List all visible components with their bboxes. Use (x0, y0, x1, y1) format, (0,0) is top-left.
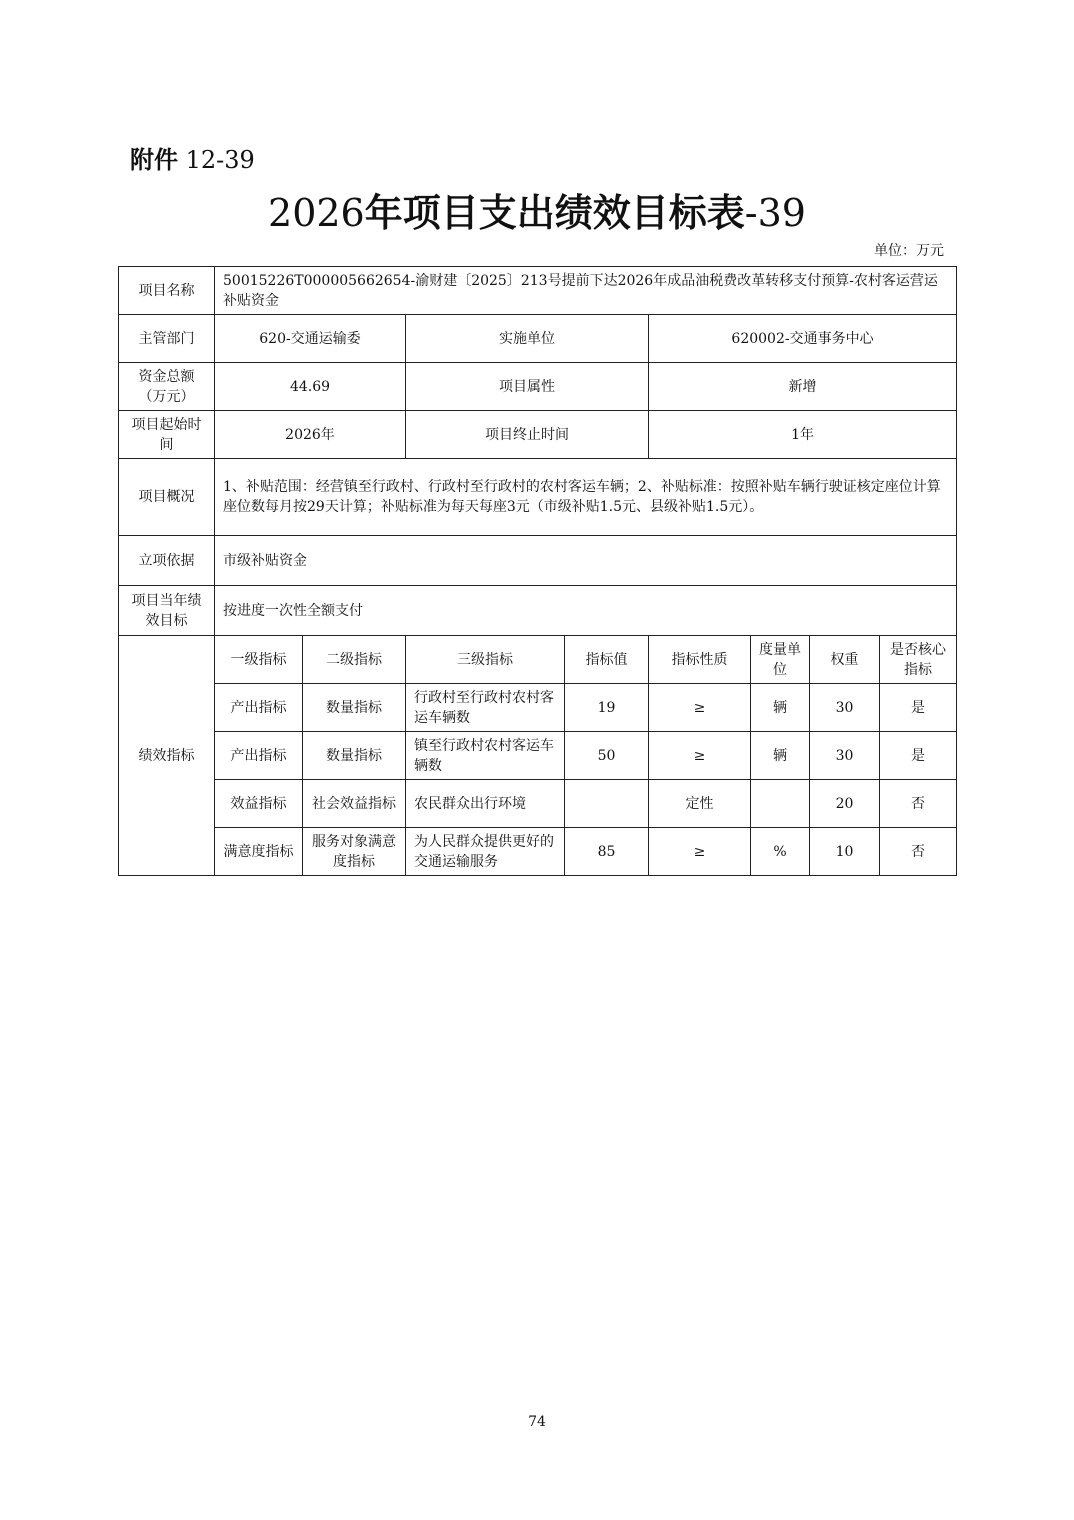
indicator-header-row (119, 636, 957, 684)
fund-label: 资金总额（万元） (119, 363, 215, 411)
fund-value: 44.69 (215, 363, 406, 411)
cell-value: 85 (565, 828, 649, 876)
row-goal (119, 586, 957, 636)
cell-nature: ≥ (649, 732, 751, 780)
header-level3: 三级指标 (406, 636, 565, 684)
header-unit: 度量单位 (751, 636, 810, 684)
header-level1: 一级指标 (215, 636, 303, 684)
attachment-label (130, 144, 255, 176)
row-period (119, 411, 957, 459)
overview-label: 项目概况 (119, 459, 215, 536)
header-core: 是否核心指标 (880, 636, 957, 684)
title-suffix: -39 (744, 191, 806, 235)
indicator-row (119, 684, 957, 732)
cell-level3: 农民群众出行环境 (406, 780, 565, 828)
attachment-keyword: 附件 (130, 146, 178, 174)
indicator-row (119, 732, 957, 780)
attr-label: 项目属性 (406, 363, 649, 411)
cell-weight: 20 (810, 780, 880, 828)
page-number: 74 (528, 1414, 546, 1430)
row-basis (119, 536, 957, 586)
cell-level3: 行政村至行政村农村客运车辆数 (406, 684, 565, 732)
end-label: 项目终止时间 (406, 411, 649, 459)
indicator-row (119, 780, 957, 828)
impl-label: 实施单位 (406, 315, 649, 363)
dept-label: 主管部门 (119, 315, 215, 363)
project-name-label: 项目名称 (119, 267, 215, 315)
cell-level1: 满意度指标 (215, 828, 303, 876)
basis-value: 市级补贴资金 (215, 536, 957, 586)
header-level2: 二级指标 (303, 636, 406, 684)
header-value: 指标值 (565, 636, 649, 684)
impl-value: 620002-交通事务中心 (649, 315, 957, 363)
cell-core: 否 (880, 780, 957, 828)
cell-unit: 辆 (751, 732, 810, 780)
page-title (0, 188, 1074, 238)
overview-value: 1、补贴范围：经营镇至行政村、行政村至行政村的农村客运车辆；2、补贴标准：按照补贴车辆行驶证核定座位计算座位数每月按29天计算；补贴标准为每天每座3元（市级补贴1.5元、县级补贴1.5元）。 (215, 459, 957, 536)
cell-level3: 镇至行政村农村客运车辆数 (406, 732, 565, 780)
end-value: 1年 (649, 411, 957, 459)
header-nature: 指标性质 (649, 636, 751, 684)
cell-level1: 效益指标 (215, 780, 303, 828)
start-value: 2026年 (215, 411, 406, 459)
cell-nature: ≥ (649, 828, 751, 876)
cell-weight: 30 (810, 732, 880, 780)
indicator-row (119, 828, 957, 876)
cell-level2: 数量指标 (303, 684, 406, 732)
dept-value: 620-交通运输委 (215, 315, 406, 363)
row-department (119, 315, 957, 363)
header-weight: 权重 (810, 636, 880, 684)
title-year: 2026 (268, 191, 365, 235)
cell-level2: 服务对象满意度指标 (303, 828, 406, 876)
title-text: 年项目支出绩效目标表 (364, 191, 745, 235)
cell-nature: ≥ (649, 684, 751, 732)
goal-value: 按进度一次性全额支付 (215, 586, 957, 636)
indicators-label: 绩效指标 (119, 636, 215, 876)
cell-value: 50 (565, 732, 649, 780)
cell-core: 是 (880, 732, 957, 780)
project-name-value: 50015226T000005662654-渝财建〔2025〕213号提前下达2026年成品油税费改革转移支付预算-农村客运营运补贴资金 (215, 267, 957, 315)
goal-label: 项目当年绩效目标 (119, 586, 215, 636)
cell-level3: 为人民群众提供更好的交通运输服务 (406, 828, 565, 876)
cell-core: 是 (880, 684, 957, 732)
row-overview (119, 459, 957, 536)
cell-level2: 社会效益指标 (303, 780, 406, 828)
cell-level2: 数量指标 (303, 732, 406, 780)
cell-level1: 产出指标 (215, 684, 303, 732)
cell-level1: 产出指标 (215, 732, 303, 780)
cell-core: 否 (880, 828, 957, 876)
performance-target-table (118, 266, 957, 876)
unit-note: 单位：万元 (874, 243, 944, 259)
start-label: 项目起始时间 (119, 411, 215, 459)
cell-value (565, 780, 649, 828)
cell-unit: 辆 (751, 684, 810, 732)
cell-weight: 30 (810, 684, 880, 732)
basis-label: 立项依据 (119, 536, 215, 586)
row-fund (119, 363, 957, 411)
attr-value: 新增 (649, 363, 957, 411)
attachment-number: 12-39 (185, 146, 255, 174)
cell-nature: 定性 (649, 780, 751, 828)
cell-weight: 10 (810, 828, 880, 876)
cell-value: 19 (565, 684, 649, 732)
cell-unit (751, 780, 810, 828)
row-project-name (119, 267, 957, 315)
cell-unit: % (751, 828, 810, 876)
